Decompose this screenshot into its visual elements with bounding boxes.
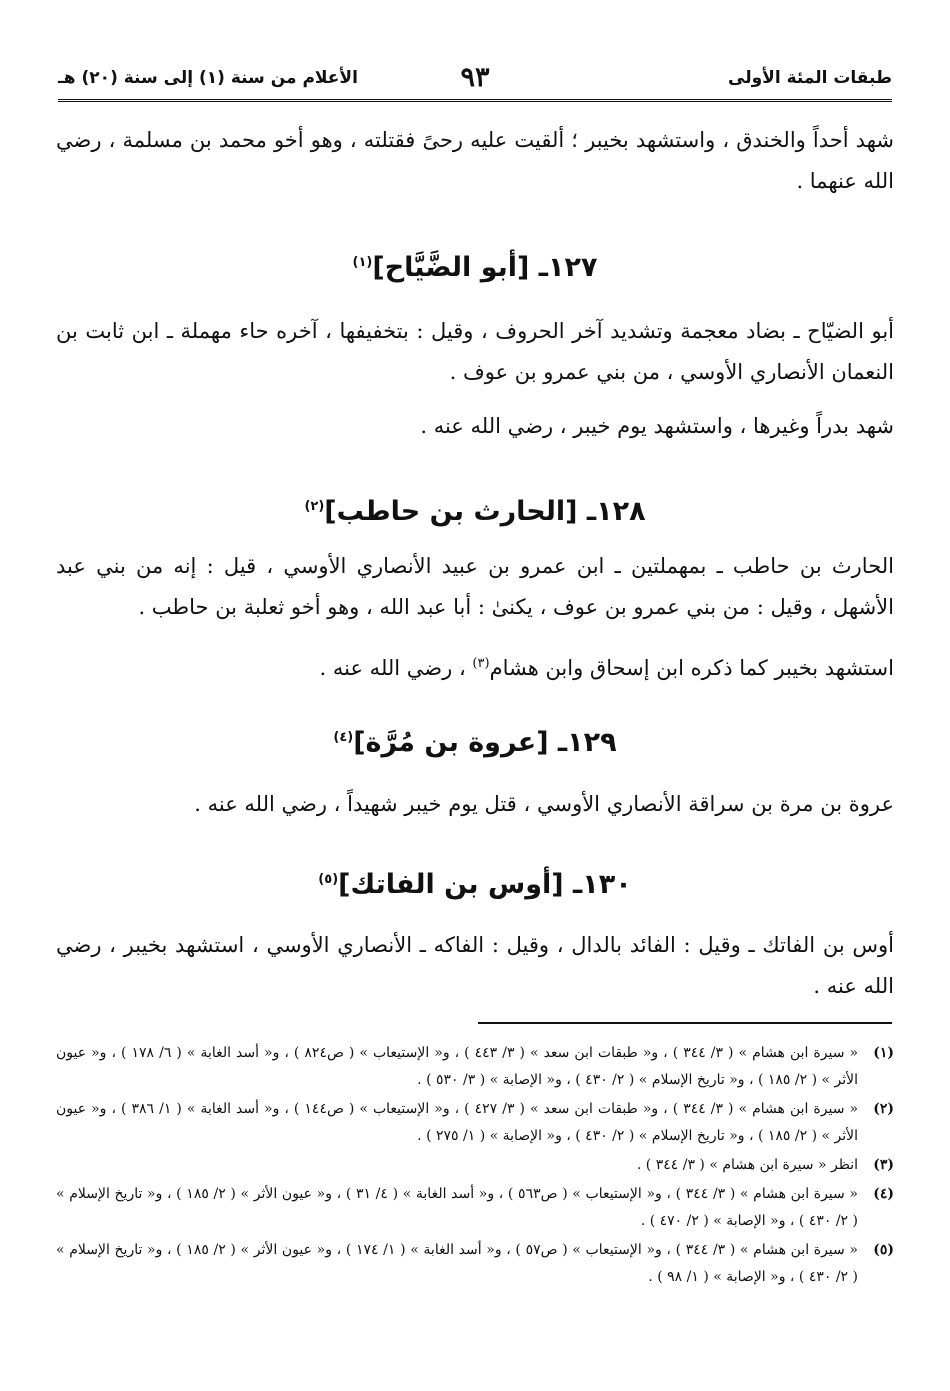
entry-128-paragraph-2 [56, 643, 894, 689]
entry-127-paragraph-2: شهد بدراً وغيرها ، واستشهد يوم خيبر ، رضي الله عنه . [420, 414, 894, 438]
entry-129-paragraph: عروة بن مرة بن سراقة الأنصاري الأوسي ، قتل يوم خيبر شهيداً ، رضي الله عنه . [194, 792, 894, 816]
footnote [56, 1040, 894, 1094]
footnote [56, 1152, 894, 1179]
entry-heading-text: ١٢٧ـ [أبو الضَّيَّاح] [372, 252, 598, 283]
footnote-text: « سيرة ابن هشام » ( ٣/ ٣٤٤ ) ، و« طبقات ابن سعد » ( ٣/ ٤٢٧ ) ، و« الإستيعاب » ( ص١٤٤ ) ، و« أسد الغابة » ( ١/ ٣٨٦ ) ، و« عيون الأثر » ( ٢/ ١٨٥ ) ، و« تاريخ الإسلام » ( ٢/ ٤٣٠ ) ، و« الإصابة » ( ١/ ٢٧٥ ) . [56, 1101, 859, 1144]
entry-130-paragraph: أوس بن الفاتك ـ وقيل : الفائد بالدال ، وقيل : الفاكه ـ الأنصاري الأوسي ، استشهد بخيبر ، رضي الله عنه . [56, 933, 894, 998]
paragraph-text: ، رضي الله عنه . [319, 656, 466, 680]
footnotes-section [56, 1040, 894, 1293]
footnote-text: « سيرة ابن هشام » ( ٣/ ٣٤٤ ) ، و« طبقات ابن سعد » ( ٣/ ٤٤٣ ) ، و« الإستيعاب » ( ص٨٢٤ ) ، و« أسد الغابة » ( ٦/ ١٧٨ ) ، و« عيون الأثر » ( ٢/ ١٨٥ ) ، و« تاريخ الإسلام » ( ٢/ ٤٣٠ ) ، و« الإصابة » ( ٣/ ٥٣٠ ) . [56, 1045, 859, 1088]
entry-128-heading [56, 496, 894, 527]
entry-heading-text: ١٣٠ـ [أوس بن الفاتك] [338, 869, 632, 900]
header-divider [58, 99, 892, 102]
footnote-number: (١) [873, 1045, 894, 1061]
footnote-divider [478, 1022, 892, 1024]
entry-130-heading [56, 869, 894, 900]
footnote-ref[interactable]: (٢) [304, 499, 325, 514]
range-title: الأعلام من سنة (١) إلى سنة (٢٠) هـ [58, 68, 358, 88]
footnote-text: « سيرة ابن هشام » ( ٣/ ٣٤٤ ) ، و« الإستيعاب » ( ص٥٧ ) ، و« أسد الغابة » ( ١/ ١٧٤ ) ، و« عيون الأثر » ( ٢/ ١٨٥ ) ، و« تاريخ الإسلام » ( ٢/ ٤٣٠ ) ، و« الإصابة » ( ١/ ٩٨ ) . [56, 1242, 858, 1285]
footnote-number: (٣) [873, 1157, 894, 1173]
footnote-ref[interactable]: (٥) [318, 872, 339, 887]
footnote [56, 1096, 894, 1150]
footnote-ref[interactable]: (٣) [472, 656, 490, 671]
footnote [56, 1237, 894, 1291]
intro-paragraph: شهد أحداً والخندق ، واستشهد بخيبر ؛ ألقيت عليه رحىً فقتلته ، وهو أخو محمد بن مسلمة ، رضي الله عنهما . [56, 128, 894, 193]
footnote-ref[interactable]: (٤) [333, 730, 354, 745]
paragraph-text: استشهد بخيبر كما ذكره ابن إسحاق وابن هشام [489, 656, 894, 680]
footnote-text: « سيرة ابن هشام » ( ٣/ ٣٤٤ ) ، و« الإستيعاب » ( ص٥٦٣ ) ، و« أسد الغابة » ( ٤/ ٣١ ) ، و« عيون الأثر » ( ٢/ ١٨٥ ) ، و« تاريخ الإسلام » ( ٢/ ٤٣٠ ) ، و« الإصابة » ( ٢/ ٤٧٠ ) . [56, 1186, 858, 1229]
footnote-number: (٢) [873, 1101, 894, 1117]
page-number: ٩٣ [460, 62, 490, 93]
footnote-ref[interactable]: (١) [352, 255, 373, 270]
page-header [58, 58, 892, 98]
entry-129-heading [56, 727, 894, 758]
entry-127-paragraph: أبو الضيّاح ـ بضاد معجمة وتشديد آخر الحروف ، وقيل : بتخفيفها ، آخره حاء مهملة ـ ابن ثابت بن النعمان الأنصاري الأوسي ، من بني عمرو بن عوف . [56, 319, 894, 384]
entry-heading-text: ١٢٩ـ [عروة بن مُرَّة] [353, 727, 617, 758]
footnote-number: (٤) [873, 1186, 894, 1202]
footnote-text: انظر « سيرة ابن هشام » ( ٣/ ٣٤٤ ) . [636, 1157, 858, 1173]
footnote-number: (٥) [873, 1242, 894, 1258]
entry-127-heading [56, 252, 894, 283]
entry-128-paragraph: الحارث بن حاطب ـ بمهملتين ـ ابن عمرو بن عبيد الأنصاري الأوسي ، قيل : إنه من بني عبد الأشهل ، وقيل : من بني عمرو بن عوف ، يكنىٰ : أبا عبد الله ، وهو أخو ثعلبة بن حاطب . [56, 554, 894, 619]
entry-heading-text: ١٢٨ـ [الحارث بن حاطب] [324, 496, 646, 527]
book-title: طبقات المئة الأولى [728, 68, 892, 88]
footnote [56, 1181, 894, 1235]
